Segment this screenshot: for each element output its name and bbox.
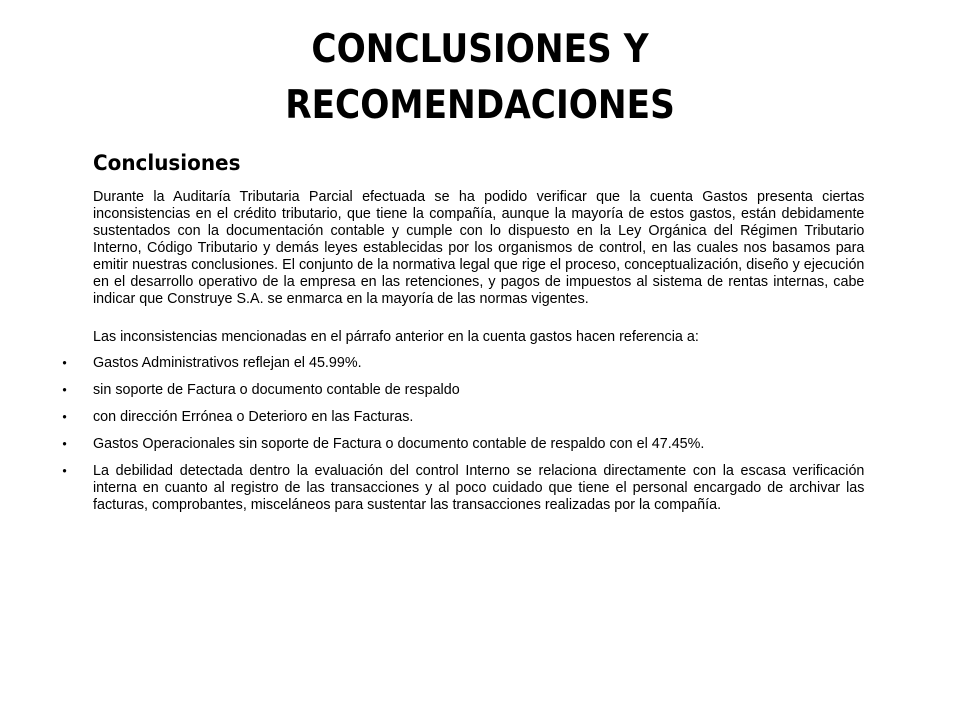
bullet-icon: • — [62, 409, 67, 424]
conclusions-paragraph: Durante la Auditaría Tributaria Parcial efectuada se ha podido verificar que la cuenta Gastos presenta ciertas inconsistencias en el crédito tributario, que tiene la compañía, aunque la mayoría de estos gastos, están debidamente sustentados con la documentación contable y cumple con lo dispuesto en la Ley Orgánica del Régimen Tributario Interno, Código Tributario y demás leyes establecidas por los organismos de control, en las cuales nos basamos para emitir nuestras conclusiones. El conjunto de la normativa legal que rige el proceso, conceptualización, diseño y ejecución en el desarrollo operativo de la empresa en las retenciones, y pagos de impuestos al sistema de rentas internas, cabe indicar que Construye S.A. se enmarca en la mayoría de las normas vigentes. — [93, 188, 865, 307]
list-item-text: sin soporte de Factura o documento contable de respaldo — [93, 381, 460, 398]
list-item-text: La debilidad detectada dentro la evaluación del control Interno se relaciona directamente con la escasa verificación interna en cuanto al registro de las transacciones y al poco cuidado que tiene el personal encargado de archivar las facturas, comprobantes, misceláneos para sustentar las transacciones realizadas por la compañía. — [93, 462, 865, 513]
list-item — [62, 381, 864, 398]
inconsistencies-intro-paragraph: Las inconsistencias mencionadas en el párrafo anterior en la cuenta gastos hacen referencia a: — [93, 328, 699, 345]
slide-title-line-1: CONCLUSIONES Y — [311, 27, 649, 72]
list-item-text: Gastos Administrativos reflejan el 45.99%. — [93, 354, 362, 371]
bullet-icon: • — [62, 355, 67, 370]
list-item — [62, 435, 864, 452]
list-item — [62, 408, 864, 425]
slide-title — [58, 22, 903, 134]
slide-content — [62, 150, 865, 523]
list-item-text: Gastos Operacionales sin soporte de Factura o documento contable de respaldo con el 47.45%. — [93, 435, 705, 452]
section-subtitle: Conclusiones — [93, 151, 241, 175]
slide-title-line-2: RECOMENDACIONES — [285, 83, 675, 128]
list-item — [62, 462, 865, 513]
bullet-icon: • — [62, 436, 67, 451]
bullet-icon: • — [62, 463, 67, 478]
inconsistencies-list — [62, 354, 865, 513]
list-item — [62, 354, 864, 371]
bullet-icon: • — [62, 382, 67, 397]
list-item-text: con dirección Errónea o Deterioro en las Facturas. — [93, 408, 414, 425]
